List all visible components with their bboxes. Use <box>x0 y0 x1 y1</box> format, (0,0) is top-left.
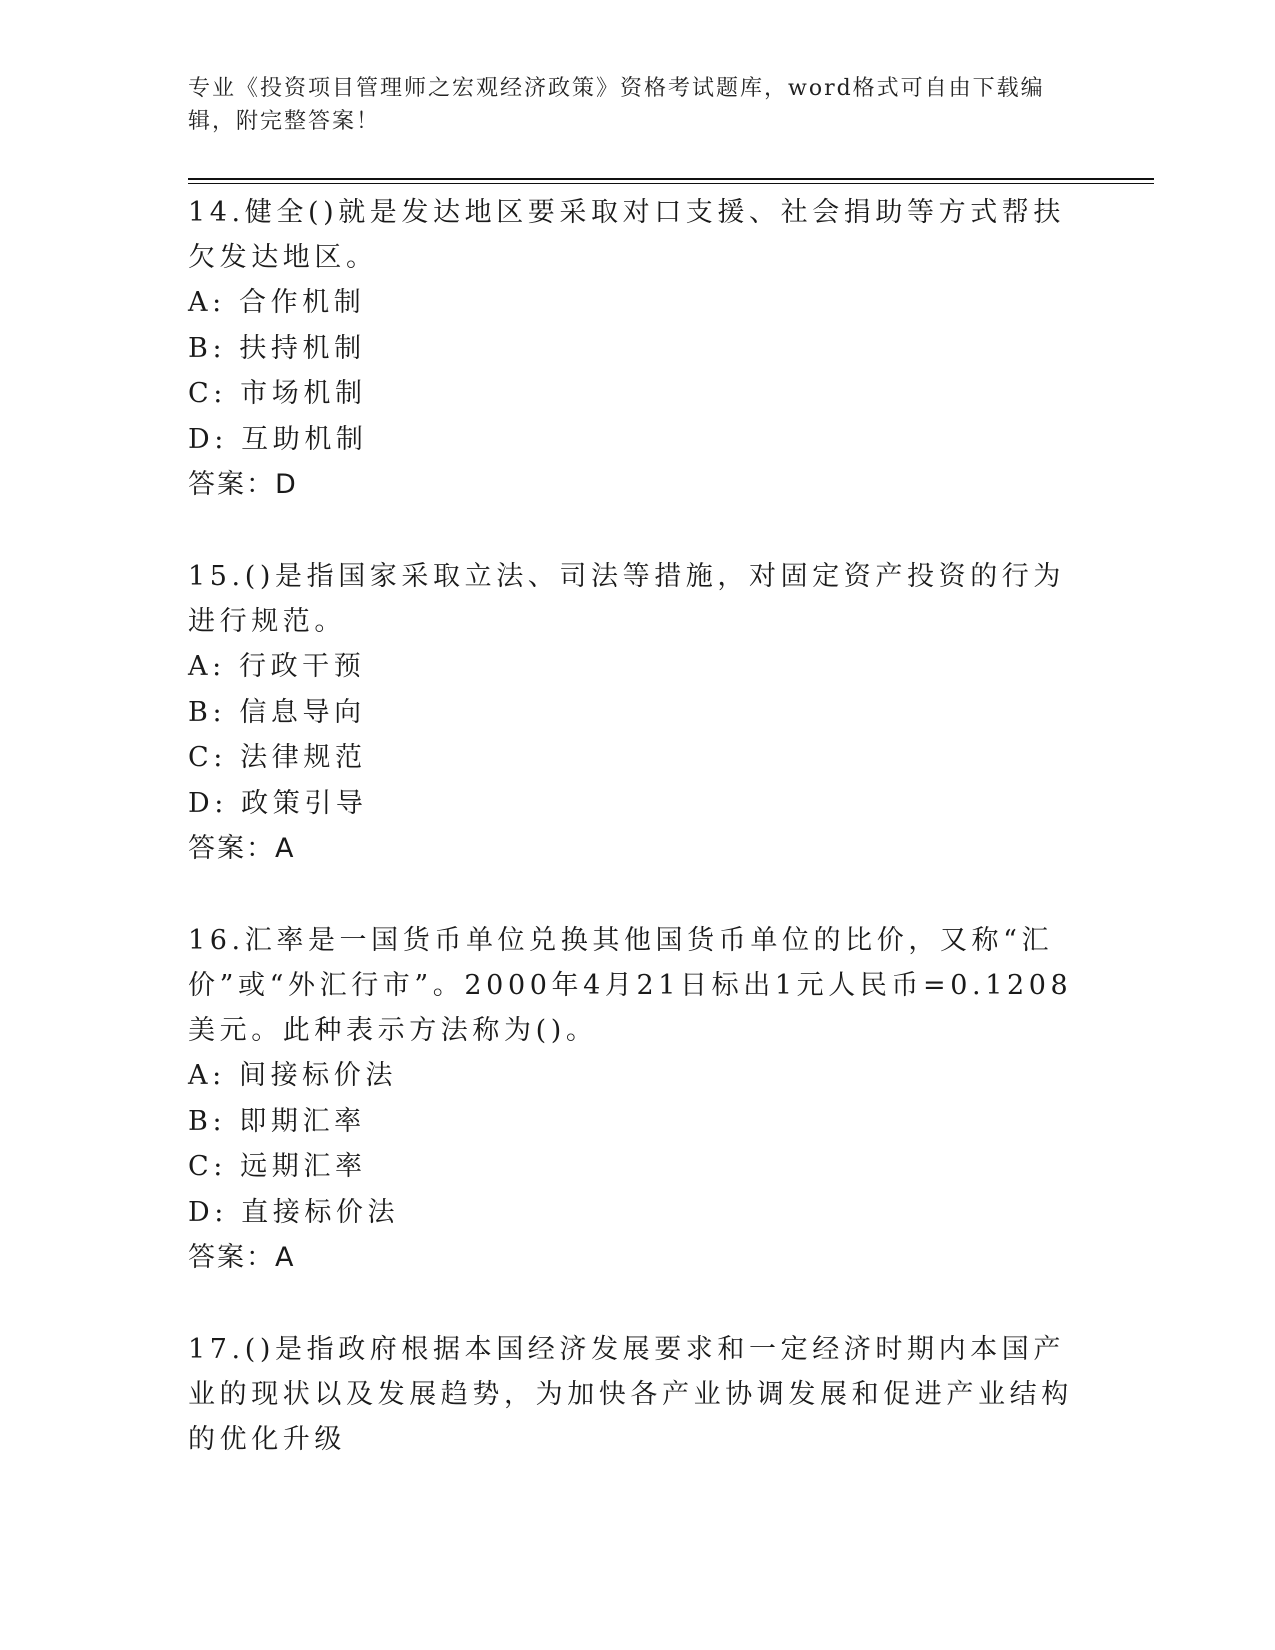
option-c: C: 远期汇率 <box>188 1151 367 1182</box>
question-list <box>188 190 1078 1509</box>
option-d: D: 互助机制 <box>188 423 368 455</box>
answer-line: 答案：A <box>188 833 296 864</box>
option-d: D: 政策引导 <box>188 787 368 819</box>
question-15 <box>188 554 1078 871</box>
question-17 <box>188 1327 1078 1462</box>
question-16 <box>188 918 1078 1280</box>
header-divider-thin <box>188 183 1154 184</box>
question-stem: 15.()是指国家采取立法、司法等措施，对固定资产投资的行为进行规范。 <box>188 561 1066 637</box>
option-b: B: 信息导向 <box>188 696 366 728</box>
option-a: A: 合作机制 <box>188 287 366 318</box>
answer-line: 答案：D <box>188 469 298 500</box>
question-stem: 16.汇率是一国货币单位兑换其他国货币单位的比价，又称“汇价”或“外汇行市”。2000年4月21日标出1元人民币=0.1208美元。此种表示方法称为()。 <box>188 925 1073 1046</box>
option-a: A: 行政干预 <box>188 651 366 682</box>
option-a: A: 间接标价法 <box>188 1060 397 1091</box>
answer-line: 答案：A <box>188 1242 296 1273</box>
question-14 <box>188 190 1078 507</box>
option-b: B: 即期汇率 <box>188 1105 366 1137</box>
option-d: D: 直接标价法 <box>188 1196 400 1228</box>
option-c: C: 法律规范 <box>188 742 367 773</box>
question-stem: 14.健全()就是发达地区要采取对口支援、社会捐助等方式帮扶欠发达地区。 <box>188 197 1066 273</box>
option-b: B: 扶持机制 <box>188 332 366 364</box>
header-divider-thick <box>188 178 1154 180</box>
question-stem: 17.()是指政府根据本国经济发展要求和一定经济时期内本国产业的现状以及发展趋势，为加快各产业协调发展和促进产业结构的优化升级 <box>188 1334 1073 1455</box>
document-header: 专业《投资项目管理师之宏观经济政策》资格考试题库，word格式可自由下载编辑，附完整答案！ <box>188 76 1045 134</box>
option-c: C: 市场机制 <box>188 378 367 409</box>
